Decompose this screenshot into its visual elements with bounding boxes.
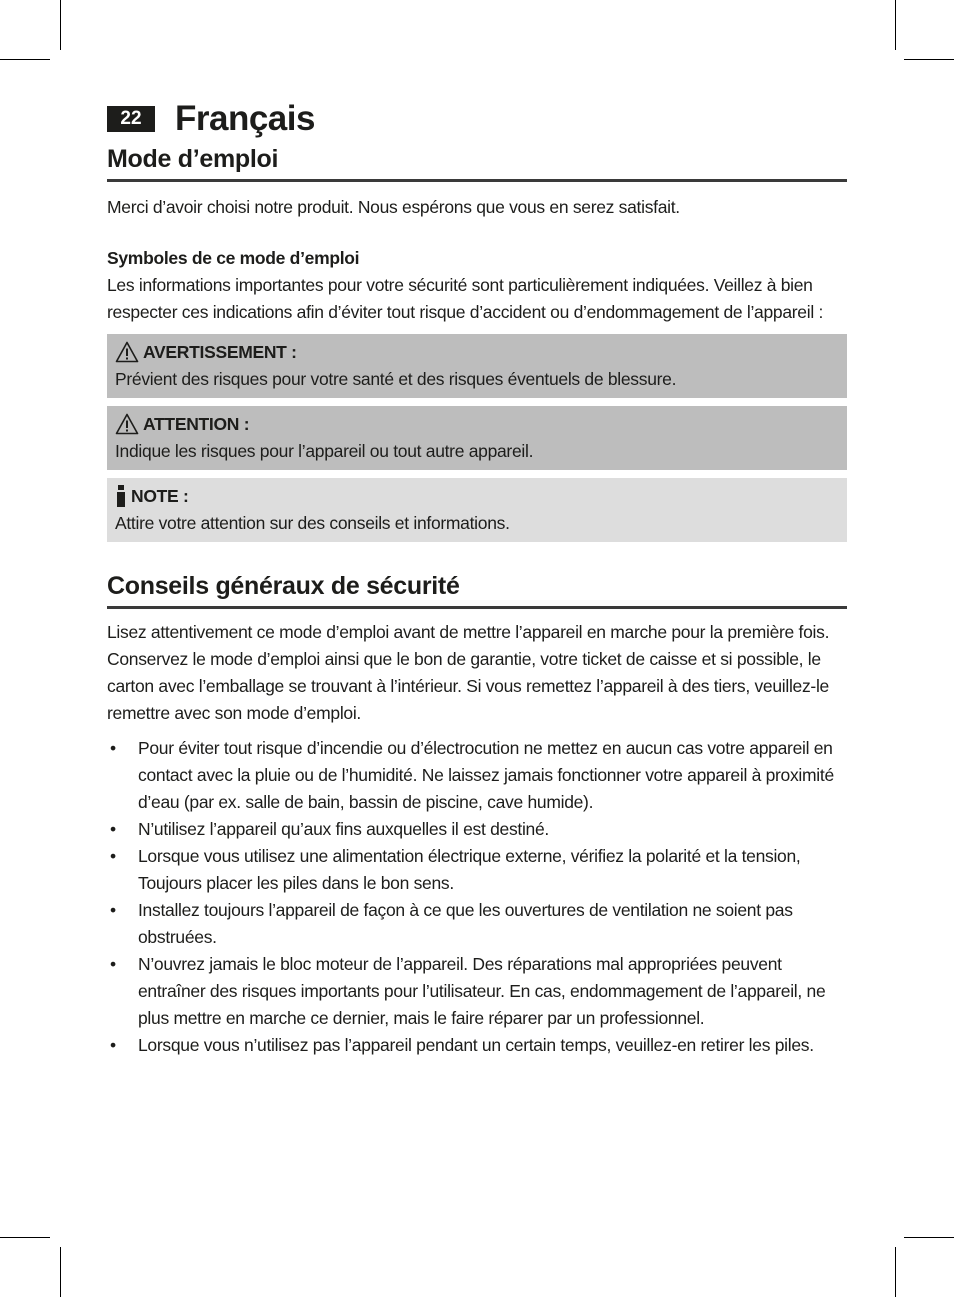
section-title-safety: Conseils généraux de sécurité <box>107 572 847 609</box>
warning-box <box>107 334 847 398</box>
bullet-icon: • <box>110 846 116 866</box>
page-header <box>107 100 847 138</box>
warning-text: Prévient des risques pour votre santé et des risques éventuels de blessure. <box>115 369 677 389</box>
symbols-text: Les informations importantes pour votre sécurité sont particulièrement indiquées. Veillez à bien respecter ces indications afin d’éviter tout risque d’accident ou d’endommagement de l’appareil : <box>107 275 824 322</box>
list-item: • Lorsque vous utilisez une alimentation électrique externe, vérifiez la polarité et la tension, Toujours placer les piles dans le bon sens. <box>107 843 847 897</box>
page-number: 22 <box>107 106 155 132</box>
bullet-icon: • <box>110 1035 116 1055</box>
safety-bullet-list <box>107 735 847 1059</box>
crop-mark <box>895 1247 896 1297</box>
crop-mark <box>895 0 896 50</box>
list-item: • Pour éviter tout risque d’incendie ou d’électrocution ne mettez en aucun cas votre appareil en contact avec la pluie ou de l’humidité. Ne laissez jamais fonctionner votre appareil à proximité d’eau (par ex. salle de bain, bassin de piscine, cave humide). <box>107 735 847 816</box>
page-content <box>107 100 847 1059</box>
list-item: • N’ouvrez jamais le bloc moteur de l’appareil. Des réparations mal appropriées peuvent entraîner des risques importants pour l’utilisateur. En cas, endommagement de l’appareil, ne plus mettre en marche ce dernier, mais le faire réparer par un professionnel. <box>107 951 847 1032</box>
attention-text: Indique les risques pour l’appareil ou tout autre appareil. <box>115 441 534 461</box>
section-title-mode-emploi: Mode d’emploi <box>107 145 847 182</box>
note-box <box>107 478 847 542</box>
crop-mark <box>60 0 61 50</box>
crop-mark <box>0 59 50 60</box>
info-icon <box>115 484 127 508</box>
language-title: Français <box>175 99 315 138</box>
bullet-icon: • <box>110 900 116 920</box>
bullet-icon: • <box>110 819 116 839</box>
list-item: • Lorsque vous n’utilisez pas l’appareil pendant un certain temps, veuillez-en retirer les piles. <box>107 1032 847 1059</box>
attention-label: ATTENTION : <box>143 414 250 434</box>
warning-label: AVERTISSEMENT : <box>143 342 297 362</box>
list-item: • Installez toujours l’appareil de façon à ce que les ouvertures de ventilation ne soient pas obstruées. <box>107 897 847 951</box>
warning-triangle-icon <box>115 413 139 435</box>
crop-mark <box>60 1247 61 1297</box>
bullet-icon: • <box>110 738 116 758</box>
crop-mark <box>904 59 954 60</box>
bullet-icon: • <box>110 954 116 974</box>
safety-intro-text: Lisez attentivement ce mode d’emploi avant de mettre l’appareil en marche pour la première fois. Conservez le mode d’emploi ainsi que le bon de garantie, votre ticket de caisse et si possible, le carton avec l’emballage se trouvant à l’intérieur. Si vous remettez l’appareil à des tiers, veuillez-le remettre avec son mode d’emploi. <box>107 622 830 723</box>
attention-box <box>107 406 847 470</box>
crop-mark <box>904 1237 954 1238</box>
symbols-heading: Symboles de ce mode d’emploi <box>107 248 360 268</box>
list-item: • N’utilisez l’appareil qu’aux fins auxquelles il est destiné. <box>107 816 847 843</box>
intro-text: Merci d’avoir choisi notre produit. Nous espérons que vous en serez satisfait. <box>107 197 680 217</box>
warning-triangle-icon <box>115 341 139 363</box>
crop-mark <box>0 1237 50 1238</box>
note-label: NOTE : <box>131 486 189 506</box>
note-text: Attire votre attention sur des conseils et informations. <box>115 513 510 533</box>
